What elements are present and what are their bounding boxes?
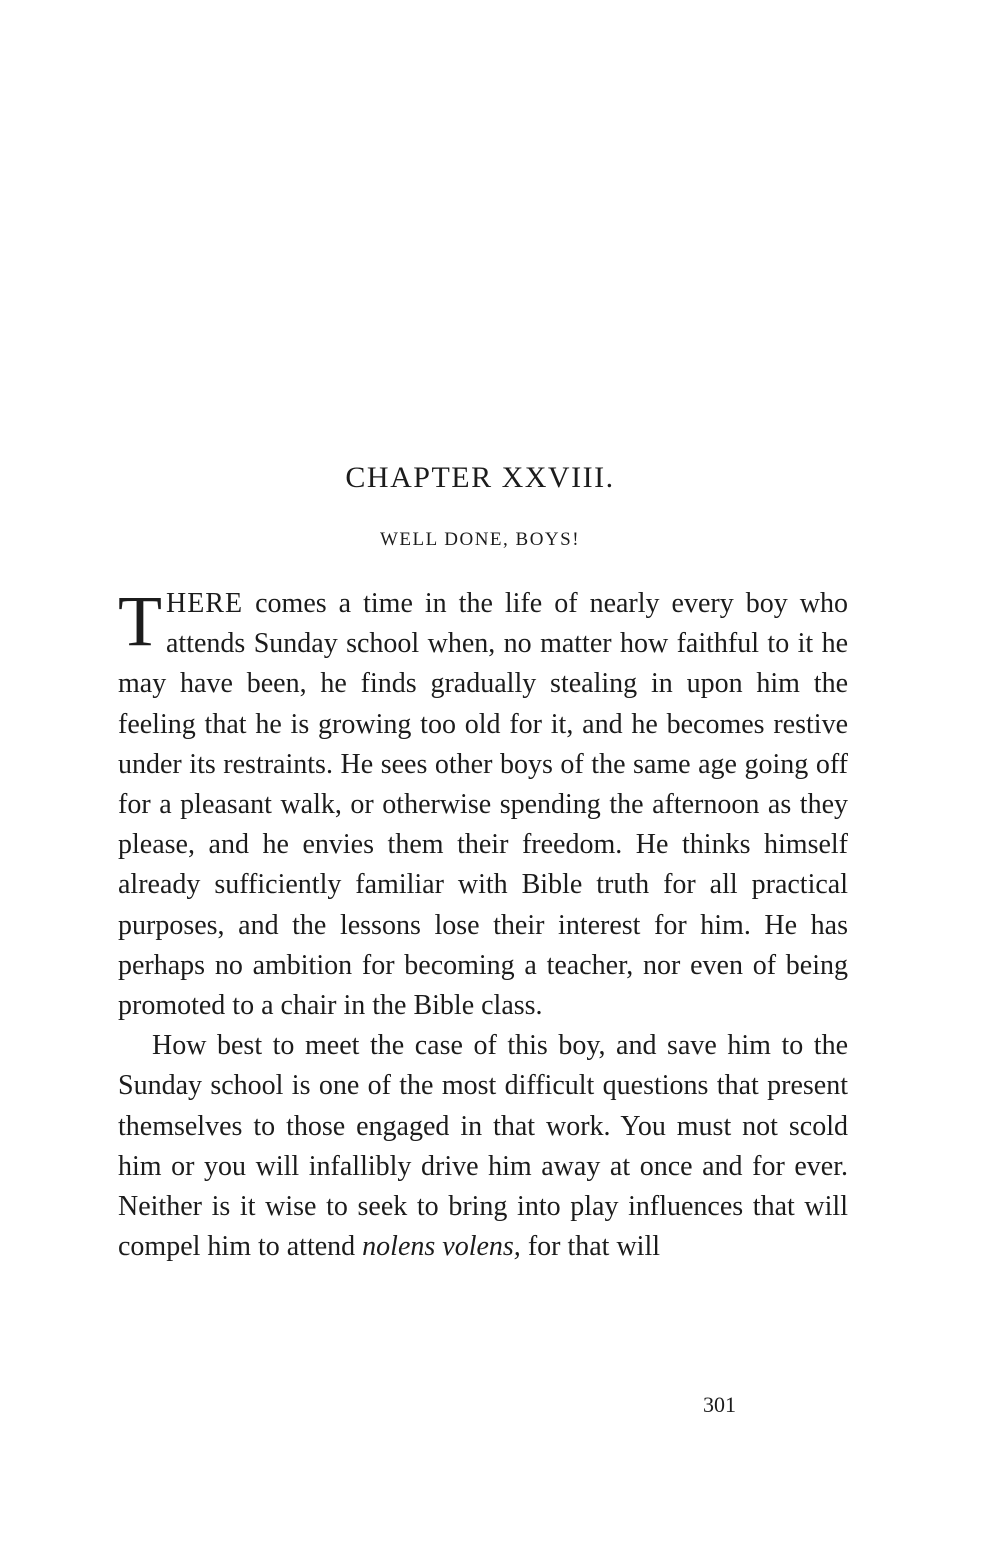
latin-phrase: nolens volens, (362, 1231, 521, 1263)
chapter-title: CHAPTER XXVIII. (345, 461, 615, 494)
lead-in-word: HERE (165, 588, 244, 619)
chapter-subtitle: WELL DONE, BOYS! (379, 529, 581, 550)
paragraph-1 (118, 581, 848, 1026)
paragraph-2 (118, 1026, 848, 1267)
drop-cap-letter: T (118, 581, 162, 661)
paragraph-2-text-before: How best to meet the case of this boy, and save him to the Sunday school is one of the most difficult questions that present themselves to those engaged in that work. You must not scold him or you will infallibly drive him away at once and for ever. Neither is it wise to seek to bring into play influences that will compel him to attend (118, 1030, 848, 1263)
body-text (118, 581, 848, 1267)
paragraph-1-text: comes a time in the life of nearly every boy who attends Sunday school when, no matter how faithful to it he may have been, he finds gradually stealing in upon him the feeling that he is growing too old for it, and he becomes restive under its restraints. He sees other boys of the same age going off for a pleasant walk, or otherwise spending the afternoon as they please, and he envies them their freedom. He thinks himself already sufficiently familiar with Bible truth for all practical purposes, and the lessons lose their interest for him. He has perhaps no ambition for becoming a teacher, nor even of being promoted to a chair in the Bible class. (118, 588, 848, 1022)
page-number: 301 (703, 1392, 736, 1417)
paragraph-2-text-after: for that will (520, 1231, 661, 1263)
